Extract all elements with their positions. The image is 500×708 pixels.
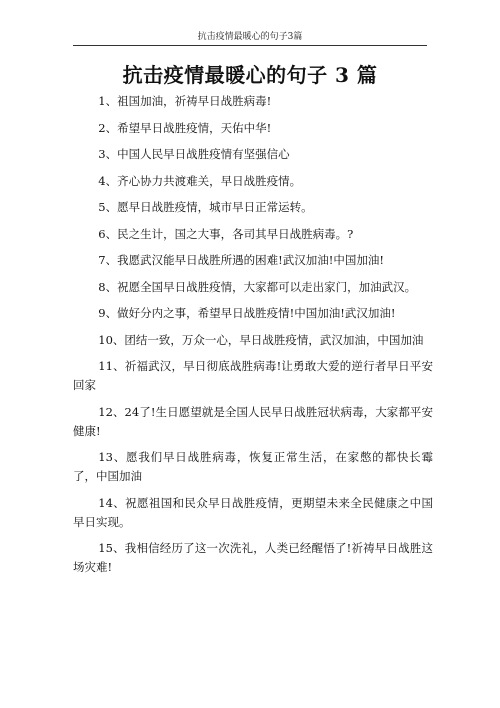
list-item: 4、齐心协力共渡难关，早日战胜疫情。	[98, 173, 302, 188]
document-title: 抗击疫情最暖心的句子 3 篇	[122, 63, 378, 87]
list-item: 6、民之生计，国之大事，各司其早日战胜病毒。?	[98, 226, 354, 241]
list-item: 9、做好分内之事，希望早日战胜疫情!中国加油!武汉加油!	[98, 306, 396, 320]
list-item: 15、我相信经历了这一次洗礼，人类已经醒悟了!祈祷早日战胜这场灾难!	[73, 541, 433, 574]
list-item: 12、24了!生日愿望就是全国人民早日战胜冠状病毒，大家都平安健康!	[73, 404, 433, 438]
running-header: 抗击疫情最暖心的句子3篇	[197, 32, 303, 42]
list-item: 14、祝愿祖国和民众早日战胜疫情，更期望未来全民健康之中国早日实现。	[73, 495, 433, 529]
list-item: 7、我愿武汉能早日战胜所遇的困难!武汉加油!中国加油!	[98, 253, 384, 267]
document-body	[73, 92, 433, 585]
list-item: 11、祈福武汉，早日彻底战胜病毒!让勇敢大爱的逆行者早日平安回家	[73, 359, 433, 392]
list-item: 2、希望早日战胜疫情，天佑中华!	[98, 120, 272, 135]
list-item: 8、祝愿全国早日战胜疫情，大家都可以走出家门，加油武汉。	[98, 279, 417, 294]
list-item: 3、中国人民早日战胜疫情有坚强信心	[98, 147, 290, 161]
list-item: 1、祖国加油，祈祷早日战胜病毒!	[98, 94, 272, 108]
list-item: 13、愿我们早日战胜病毒，恢复正常生活，在家憋的都快长霉了，中国加油	[73, 450, 433, 483]
list-item: 5、愿早日战胜疫情，城市早日正常运转。	[98, 200, 313, 214]
header-divider	[73, 45, 427, 46]
list-item: 10、团结一致，万众一心，早日战胜疫情，武汉加油，中国加油	[98, 332, 424, 347]
